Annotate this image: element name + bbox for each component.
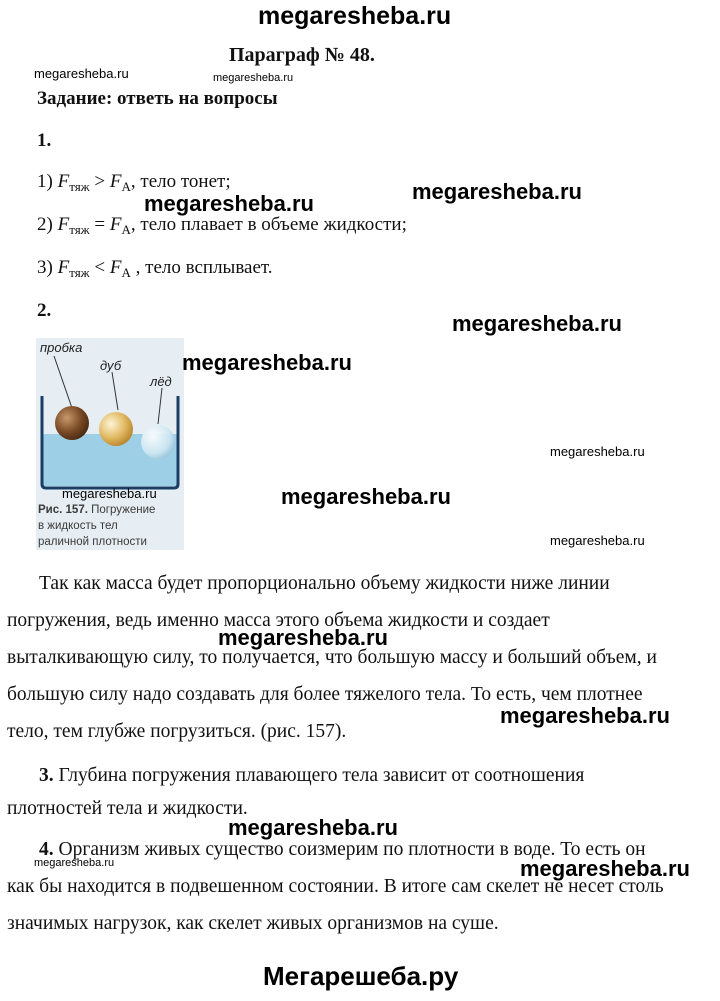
- item-text: , тело всплывает.: [130, 257, 273, 278]
- task-title: Задание: ответь на вопросы: [37, 88, 278, 109]
- caption-number: Рис. 157.: [38, 504, 88, 516]
- question-number: 3.: [39, 765, 54, 786]
- question-number: 2.: [37, 300, 52, 321]
- force-subscript: тяж: [69, 179, 90, 194]
- force-symbol: F: [57, 257, 70, 278]
- watermark: megaresheba.ru: [520, 856, 690, 881]
- operator: >: [94, 171, 106, 192]
- q3-answer: [7, 757, 707, 824]
- figure-label: пробка: [40, 340, 83, 355]
- watermark: megaresheba.ru: [550, 533, 645, 548]
- force-symbol: F: [57, 171, 70, 192]
- force-symbol: F: [109, 257, 122, 278]
- q1-item: [37, 257, 273, 279]
- text-line: [7, 757, 707, 794]
- item-text: , тело тонет;: [130, 171, 231, 192]
- watermark: megaresheba.ru: [182, 350, 352, 375]
- force-subscript: тяж: [69, 222, 90, 237]
- text-content: Глубина погружения плавающего тела зависит от соотношения: [58, 765, 585, 786]
- item-number: 3): [37, 257, 53, 278]
- watermark: megaresheba.ru: [144, 191, 314, 216]
- figure-label: дуб: [100, 358, 122, 373]
- text-line: значимых нагрузок, как скелет живых организмов на суше.: [7, 913, 499, 934]
- watermark: megaresheba.ru: [34, 857, 115, 869]
- site-header: megaresheba.ru: [258, 2, 452, 30]
- force-subscript: тяж: [69, 265, 90, 280]
- watermark: megaresheba.ru: [62, 486, 157, 501]
- text-line: выталкивающую силу, то получается, что большую массу и больший объем, и: [7, 647, 657, 668]
- text-line: плотностей тела и жидкости.: [7, 798, 248, 819]
- site-footer: Мегарешеба.ру: [263, 961, 459, 991]
- watermark: megaresheba.ru: [412, 179, 582, 204]
- force-symbol: F: [109, 171, 122, 192]
- force-symbol: F: [109, 214, 122, 235]
- item-number: 2): [37, 214, 53, 235]
- text-line: Так как масса будет пропорционально объему жидкости ниже линии: [39, 573, 610, 594]
- operator: =: [94, 214, 106, 235]
- text-line: большую силу надо создавать для более тяжелого тела. То есть, чем плотнее: [7, 684, 643, 705]
- force-subscript: A: [121, 265, 131, 280]
- force-symbol: F: [57, 214, 70, 235]
- question-number: 4.: [39, 839, 54, 860]
- operator: <: [94, 257, 106, 278]
- item-number: 1): [37, 171, 53, 192]
- force-subscript: A: [121, 222, 131, 237]
- watermark: megaresheba.ru: [218, 625, 388, 650]
- question-number: 1.: [37, 130, 52, 151]
- force-subscript: A: [121, 179, 131, 194]
- watermark: megaresheba.ru: [550, 444, 645, 459]
- q4-answer: [7, 831, 707, 942]
- caption-line: Погружение: [91, 504, 156, 516]
- watermark: megaresheba.ru: [281, 484, 451, 509]
- text-line: погружения, ведь именно масса этого объема жидкости и создает: [7, 610, 550, 631]
- caption-line: раличной плотности: [38, 536, 147, 548]
- figure-label: лёд: [150, 374, 172, 389]
- watermark: megaresheba.ru: [34, 66, 129, 81]
- caption-line: в жидкость тел: [38, 520, 118, 532]
- text-content: Организм живых существо соизмерим по плотности в воде. То есть он: [58, 839, 646, 860]
- text-line: тело, тем глубже погрузиться. (рис. 157).: [7, 721, 347, 742]
- q1-item: [37, 214, 407, 236]
- watermark: megaresheba.ru: [213, 72, 294, 84]
- q1-item: [37, 171, 231, 193]
- paragraph-title: Параграф № 48.: [229, 44, 375, 66]
- watermark: megaresheba.ru: [228, 815, 398, 840]
- figure-caption: [38, 502, 155, 550]
- text-line: как бы находится в подвешенном состоянии. В итоге сам скелет не несет столь: [7, 876, 664, 897]
- watermark: megaresheba.ru: [452, 311, 622, 336]
- watermark: megaresheba.ru: [500, 703, 670, 728]
- item-text: , тело плавает в объеме жидкости;: [130, 214, 407, 235]
